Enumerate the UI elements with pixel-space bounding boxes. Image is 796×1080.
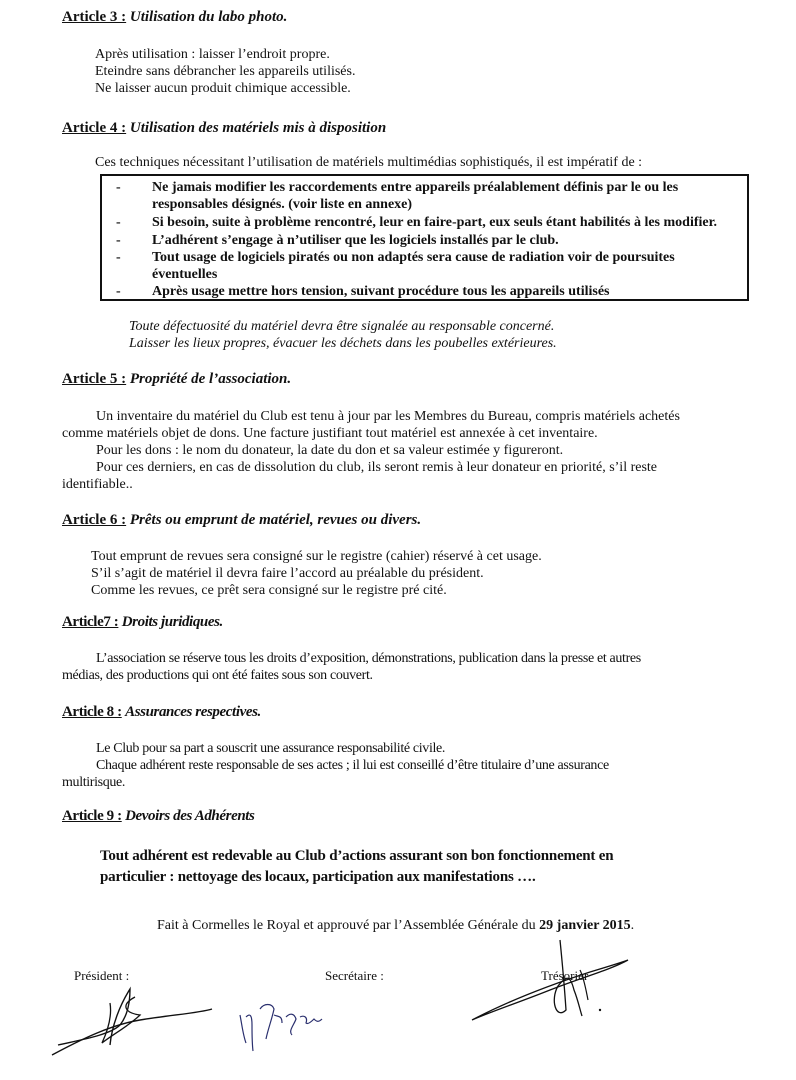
article-8-heading [62, 704, 261, 721]
article-title: Assurances respectives. [125, 704, 261, 720]
paragraph-line: S’il s’agit de matériel il devra faire l’accord au préalable du président. [91, 566, 484, 581]
approval-end: . [630, 918, 635, 933]
paragraph-line: Un inventaire du matériel du Club est tenu à jour par les Membres du Bureau, compris matériels achetés [96, 409, 680, 424]
article-title: Prêts ou emprunt de matériel, revues ou divers. [129, 512, 422, 528]
paragraph-line: Comme les revues, ce prêt sera consigné sur le registre pré cité. [91, 583, 447, 598]
article-title: Propriété de l’association. [129, 371, 292, 387]
article-9-heading [62, 808, 254, 825]
rule-text: Après usage mettre hors tension, suivant procédure tous les appareils utilisés [152, 284, 610, 299]
article-9-body [100, 846, 613, 888]
article-6-heading [62, 512, 421, 529]
article-7-heading [62, 614, 223, 631]
secretary-label: Secrétaire : [325, 968, 384, 983]
bullet-dash: - [116, 284, 121, 299]
article-7-body [62, 650, 641, 684]
treasurer-label: Trésorier [541, 968, 589, 983]
rule-text: Ne jamais modifier les raccordements entre appareils préalablement définis par le ou les [152, 180, 679, 195]
paragraph-line: L’association se réserve tous les droits d’exposition, démonstrations, publication dans la presse et autres [96, 651, 641, 666]
paragraph-line: Chaque adhérent reste responsable de ses actes ; il lui est conseillé d’être titulaire d’une assurance [96, 758, 609, 773]
bullet-dash: - [116, 250, 121, 265]
president-label: Président : [74, 968, 130, 983]
paragraph-line: Pour les dons : le nom du donateur, la date du don et sa valeur estimée y figureront. [96, 443, 564, 458]
paragraph-line: Après utilisation : laisser l’endroit propre. [95, 47, 330, 62]
article-title: Droits juridiques. [121, 614, 223, 630]
rule-text: Si besoin, suite à problème rencontré, leur en faire-part, eux seuls étant habilités à les modifier. [152, 215, 718, 230]
article-title: Devoirs des Adhérents [125, 808, 255, 824]
secretary-signature [238, 995, 358, 1055]
paragraph-line: médias, des productions qui ont été faites sous son couvert. [62, 668, 373, 683]
article-number: Article 6 : [62, 512, 127, 528]
article-number: Article 9 : [62, 808, 122, 824]
article-8-body [62, 740, 609, 791]
bullet-dash: - [116, 233, 121, 248]
paragraph-line: Ne laisser aucun produit chimique accessible. [95, 81, 351, 96]
bullet-dash: - [116, 215, 121, 230]
article-title: Utilisation des matériels mis à disposition [129, 120, 387, 136]
rules-box [100, 174, 749, 301]
article-number: Article7 : [62, 614, 119, 630]
paragraph-line: Tout adhérent est redevable au Club d’actions assurant son bon fonctionnement en [100, 848, 614, 864]
paragraph-line: particulier : nettoyage des locaux, participation aux manifestations …. [100, 869, 536, 885]
note-line: Toute défectuosité du matériel devra être signalée au responsable concerné. [129, 319, 555, 334]
article-title: Utilisation du labo photo. [129, 9, 288, 25]
paragraph-line: Eteindre sans débrancher les appareils utilisés. [95, 64, 356, 79]
article-4-intro: Ces techniques nécessitant l’utilisation de matériels multimédias sophistiqués, il est impératif de : [95, 155, 643, 170]
rule-text: Tout usage de logiciels piratés ou non adaptés sera cause de radiation voir de poursuites [152, 250, 675, 265]
article-5-heading [62, 371, 291, 388]
article-5-body [62, 408, 680, 493]
rule-text: éventuelles [152, 267, 218, 282]
article-number: Article 8 : [62, 704, 122, 720]
note-line: Laisser les lieux propres, évacuer les déchets dans les poubelles extérieures. [129, 336, 557, 351]
article-4-notes [129, 318, 557, 352]
paragraph-line: Pour ces derniers, en cas de dissolution du club, ils seront remis à leur donateur en priorité, s’il reste [96, 460, 658, 475]
article-6-body [91, 548, 542, 599]
president-signature [50, 985, 230, 1065]
paragraph-line: comme matériels objet de dons. Une facture justifiant tout matériel est annexée à cet inventaire. [62, 426, 598, 441]
treasurer-signature [470, 930, 630, 1040]
rule-text: L’adhérent s’engage à n’utiliser que les logiciels installés par le club. [152, 233, 559, 248]
article-3-body [95, 46, 355, 97]
rule-text: responsables désignés. (voir liste en annexe) [152, 197, 413, 212]
article-number: Article 5 : [62, 371, 127, 387]
bullet-dash: - [116, 180, 121, 195]
article-number: Article 3 : [62, 9, 127, 25]
paragraph-line: identifiable.. [62, 477, 133, 492]
approval-text: Fait à Cormelles le Royal et approuvé par l’Assemblée Générale du [157, 918, 540, 933]
paragraph-line: Le Club pour sa part a souscrit une assurance responsabilité civile. [96, 741, 446, 756]
paragraph-line: Tout emprunt de revues sera consigné sur le registre (cahier) réservé à cet usage. [91, 549, 542, 564]
article-3-heading [62, 9, 287, 26]
approval-date: 29 janvier 2015 [539, 918, 631, 933]
article-4-heading [62, 120, 386, 137]
paragraph-line: multirisque. [62, 775, 126, 790]
article-number: Article 4 : [62, 120, 127, 136]
